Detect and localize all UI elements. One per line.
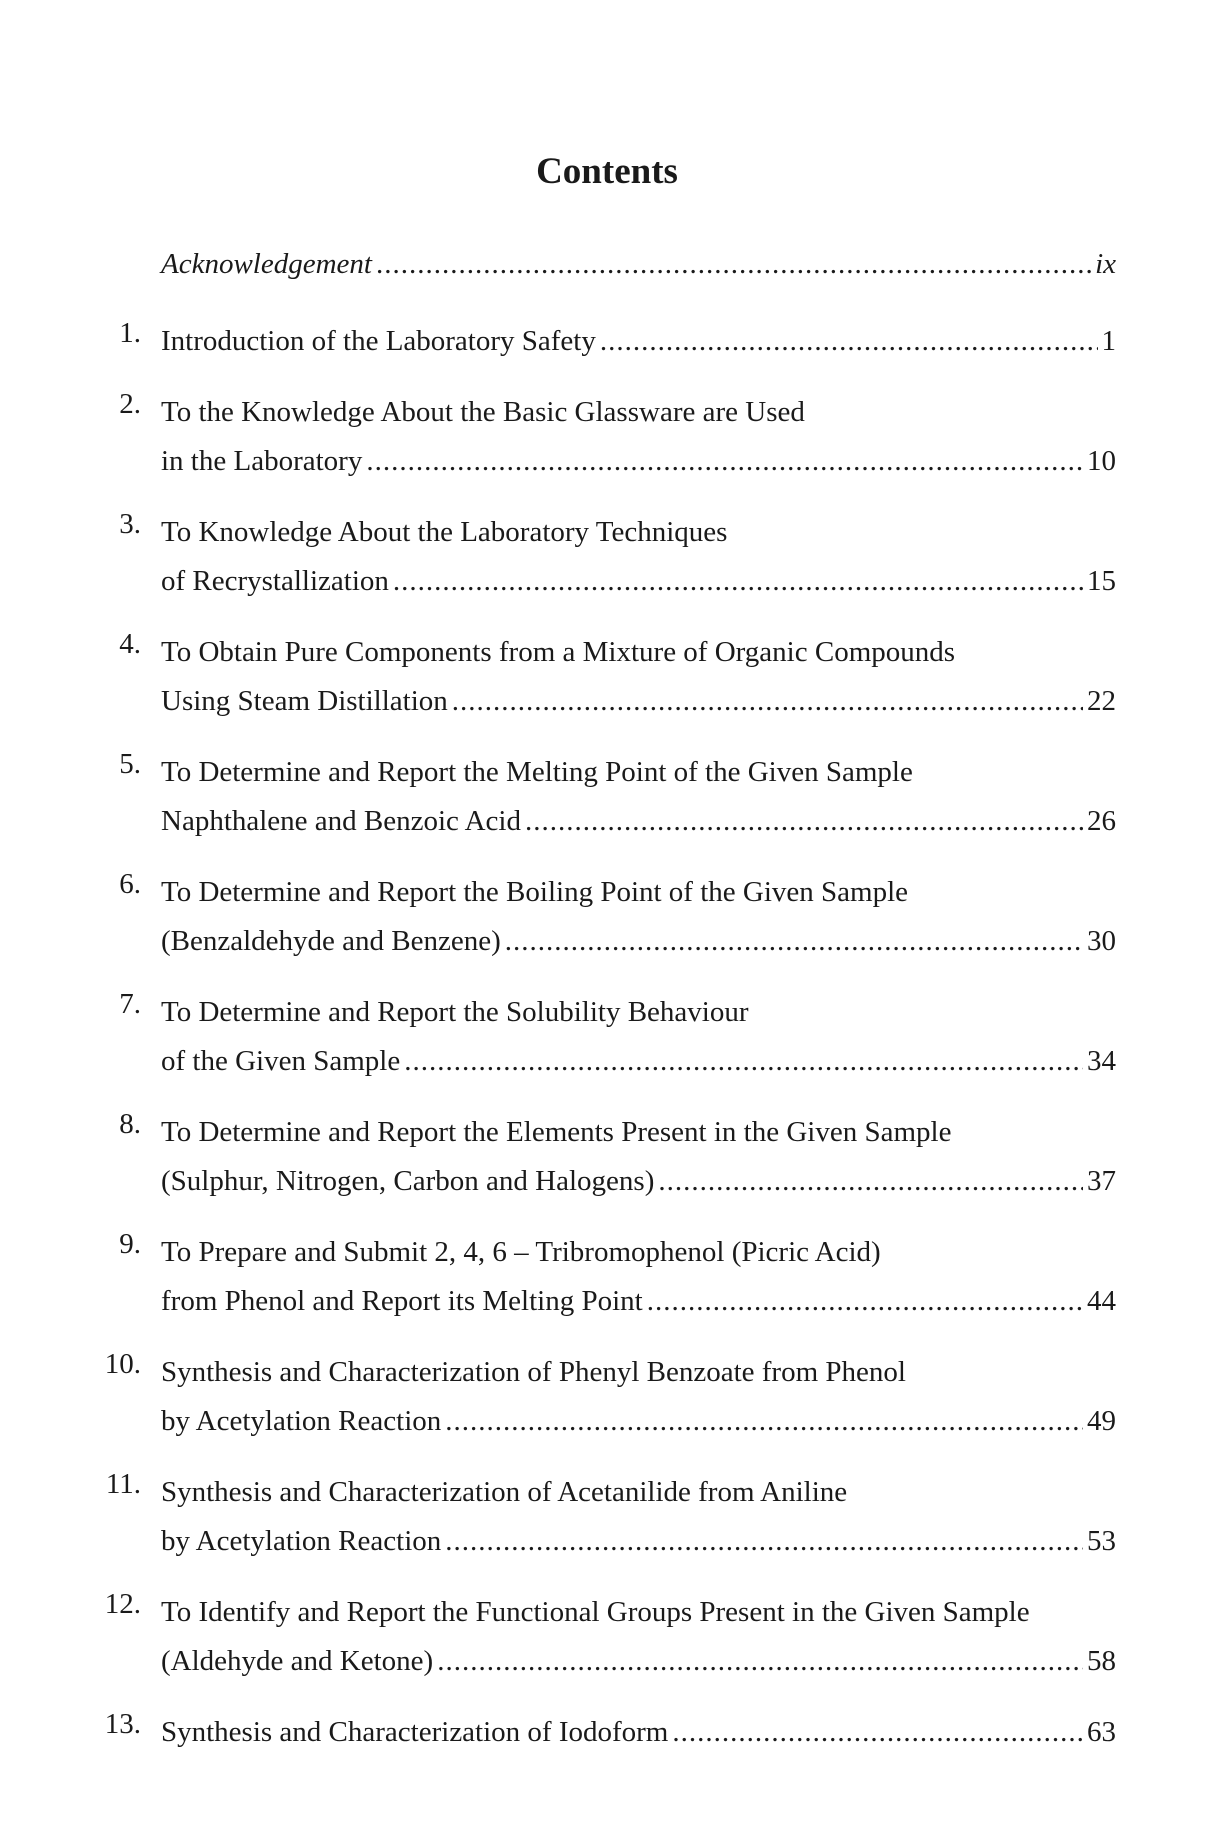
toc-entry-line (161, 677, 1116, 726)
toc-entry-title: Acknowledgement (161, 248, 372, 280)
toc-entry[interactable] (93, 628, 1116, 726)
toc-entry-acknowledgement[interactable] (93, 240, 1116, 289)
toc-entry-number: 10. (104, 1348, 141, 1380)
toc-page-number: 53 (1087, 1525, 1116, 1557)
toc-entry-line (161, 1517, 1116, 1566)
toc-entry-line (161, 240, 1116, 289)
toc-entry-number: 4. (119, 628, 141, 660)
toc-entry-title: Synthesis and Characterization of Phenyl Benzoate from Phenol (161, 1356, 906, 1388)
toc-entry-title: To Determine and Report the Elements Present in the Given Sample (161, 1116, 952, 1148)
toc-entry-line (161, 317, 1116, 366)
toc-page-number: 49 (1087, 1405, 1116, 1437)
toc-page-number: 37 (1087, 1165, 1116, 1197)
dot-leader (505, 917, 1083, 966)
toc-page-number: ix (1095, 248, 1116, 280)
toc-entry-number: 11. (105, 1468, 141, 1500)
dot-leader (445, 1397, 1083, 1446)
toc-entry-title: To Prepare and Submit 2, 4, 6 – Tribromophenol (Picric Acid) (161, 1236, 881, 1268)
toc-page-number: 22 (1087, 685, 1116, 717)
toc-entry-number: 9. (119, 1228, 141, 1260)
dot-leader (658, 1157, 1083, 1206)
toc-entry-line (161, 1228, 1116, 1277)
toc-entry[interactable] (93, 748, 1116, 846)
toc-entry-title: (Benzaldehyde and Benzene) (161, 925, 501, 957)
toc-entry-title: Synthesis and Characterization of Iodoform (161, 1716, 669, 1748)
toc-entry-title: of Recrystallization (161, 565, 389, 597)
toc-entry-title: To Determine and Report the Solubility Behaviour (161, 996, 749, 1028)
toc-entry-line (161, 1037, 1116, 1086)
toc-entry-title: To Identify and Report the Functional Groups Present in the Given Sample (161, 1596, 1030, 1628)
toc-page-number: 26 (1087, 805, 1116, 837)
page-title: Contents (536, 151, 678, 192)
toc-entry-line (161, 1397, 1116, 1446)
toc-entry-number: 8. (119, 1108, 141, 1140)
toc-entry-title: To Determine and Report the Boiling Point of the Given Sample (161, 876, 909, 908)
toc-page-number: 63 (1087, 1716, 1116, 1748)
toc-page-number: 58 (1087, 1645, 1116, 1677)
toc-entry-title: by Acetylation Reaction (161, 1525, 442, 1557)
toc-entry-line (161, 1108, 1116, 1157)
toc-entry[interactable] (93, 1588, 1116, 1686)
toc-entry-title: (Sulphur, Nitrogen, Carbon and Halogens) (161, 1165, 655, 1197)
toc-entry-title: of the Given Sample (161, 1045, 401, 1077)
toc-entry-number: 12. (104, 1588, 141, 1620)
toc-entry-line (161, 628, 1116, 677)
toc-entry[interactable] (93, 988, 1116, 1086)
dot-leader (404, 1037, 1083, 1086)
toc-page-number: 10 (1087, 445, 1116, 477)
toc-entry-line (161, 1708, 1116, 1757)
dot-leader (600, 317, 1098, 366)
toc-entry-title: from Phenol and Report its Melting Point (161, 1285, 643, 1317)
toc-entry[interactable] (93, 1348, 1116, 1446)
toc-entry-line (161, 1157, 1116, 1206)
dot-leader (525, 797, 1083, 846)
dot-leader (393, 557, 1083, 606)
toc-entry-number: 7. (119, 988, 141, 1020)
toc-page-number: 30 (1087, 925, 1116, 957)
toc-entry-line (161, 557, 1116, 606)
toc-entry-title: (Aldehyde and Ketone) (161, 1645, 434, 1677)
toc-entry[interactable] (93, 388, 1116, 486)
dot-leader (437, 1637, 1083, 1686)
toc-entry-line (161, 1468, 1116, 1517)
toc-entry-title: To Obtain Pure Components from a Mixture of Organic Compounds (161, 636, 956, 668)
toc-page-number: 1 (1101, 325, 1116, 357)
dot-leader (672, 1708, 1083, 1757)
dot-leader (366, 437, 1083, 486)
toc-entry-title: To the Knowledge About the Basic Glassware are Used (161, 396, 805, 428)
toc-entry[interactable] (93, 1108, 1116, 1206)
toc-entry-line (161, 797, 1116, 846)
toc-entry-title: by Acetylation Reaction (161, 1405, 442, 1437)
toc-entry-number: 3. (119, 508, 141, 540)
toc-entry-line (161, 508, 1116, 557)
toc-entry-title: To Determine and Report the Melting Point of the Given Sample (161, 756, 913, 788)
toc-page-number: 44 (1087, 1285, 1116, 1317)
toc-entry-line (161, 988, 1116, 1037)
toc-entry-line (161, 1588, 1116, 1637)
toc-list (93, 240, 1116, 1779)
toc-entry-title: Naphthalene and Benzoic Acid (161, 805, 521, 837)
dot-leader (452, 677, 1083, 726)
toc-entry-line (161, 1277, 1116, 1326)
toc-entry[interactable] (93, 1228, 1116, 1326)
toc-entry-number: 13. (104, 1708, 141, 1740)
toc-entry-line (161, 1348, 1116, 1397)
toc-entry[interactable] (93, 868, 1116, 966)
toc-entry-number: 5. (119, 748, 141, 780)
dot-leader (376, 240, 1091, 289)
toc-entry-number: 1. (119, 317, 141, 349)
toc-entry-line (161, 388, 1116, 437)
toc-entry-title: Introduction of the Laboratory Safety (161, 325, 596, 357)
toc-entry-number: 2. (119, 388, 141, 420)
toc-entry-number: 6. (119, 868, 141, 900)
toc-page-number: 15 (1087, 565, 1116, 597)
toc-entry-title: To Knowledge About the Laboratory Techniques (161, 516, 728, 548)
dot-leader (445, 1517, 1083, 1566)
toc-entry[interactable] (93, 1468, 1116, 1566)
toc-page-number: 34 (1087, 1045, 1116, 1077)
toc-entry-title: in the Laboratory (161, 445, 363, 477)
toc-entry[interactable] (93, 1708, 1116, 1757)
toc-entry-line (161, 437, 1116, 486)
toc-entry-line (161, 1637, 1116, 1686)
toc-entry-line (161, 748, 1116, 797)
dot-leader (647, 1277, 1083, 1326)
toc-entry-line (161, 917, 1116, 966)
toc-entry-title: Using Steam Distillation (161, 685, 448, 717)
toc-entry-line (161, 868, 1116, 917)
toc-entry[interactable] (93, 317, 1116, 366)
toc-entry-title: Synthesis and Characterization of Acetanilide from Aniline (161, 1476, 848, 1508)
toc-entry[interactable] (93, 508, 1116, 606)
